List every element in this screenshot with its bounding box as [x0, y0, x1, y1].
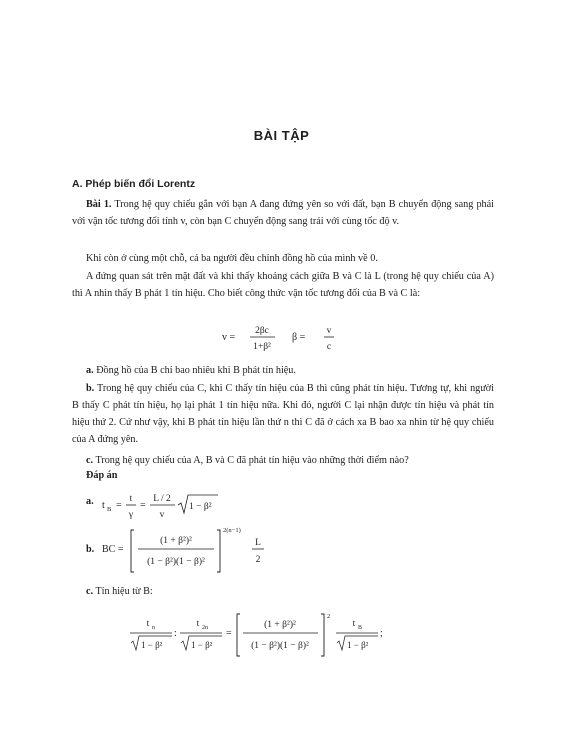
answer-b-bracket-left: [131, 530, 134, 572]
question-c: [72, 452, 494, 469]
answer-b-tail-den: 2: [255, 555, 261, 565]
answer-b-lhs: BC =: [102, 544, 124, 555]
answer-c-f3-num: t: [352, 619, 356, 629]
answer-a-formula: [100, 484, 240, 524]
answer-b-num: (1 + β²)²: [160, 536, 192, 546]
question-a-label: a.: [86, 365, 94, 376]
question-b: [72, 380, 494, 448]
problem-paragraph-2: Khi còn ở cùng một chỗ, cả ba người đều chỉnh đồng hồ của mình về 0.: [86, 253, 378, 264]
answer-b-formula: [100, 520, 280, 578]
answer-c-power: 2: [327, 613, 331, 620]
answer-c-eq: =: [226, 628, 232, 639]
answer-c-label: c.: [86, 586, 94, 597]
answers-title: Đáp án: [86, 470, 118, 481]
answer-c-f1-sub: n: [152, 625, 155, 631]
answer-a-frac1-num: t: [129, 494, 133, 504]
answer-c-bracket-right: [321, 614, 324, 656]
answer-c-f1-num: t: [146, 619, 150, 629]
answer-c-formula: [128, 606, 428, 662]
formula-beta-num: v: [326, 326, 332, 336]
answer-a-eq2: =: [140, 500, 146, 511]
answer-b-bracket-right: [217, 530, 220, 572]
question-c-label: c.: [86, 455, 94, 466]
answer-c-sep: :: [174, 628, 177, 639]
answer-c-f2-sub: 2n: [202, 625, 208, 631]
problem-paragraph-3: A đứng quan sát trên mặt đất và khi thấy khoảng cách giữa B và C là L (trong hệ quy chiếu của A) thì A nhìn thấy B phát 1 tín hiệu. Cho biết công thức vận tốc tương đối của B và C là:: [72, 271, 494, 299]
answer-c-mid-den: (1 − β²)(1 − β)²: [251, 641, 309, 651]
answer-c-f2-num: t: [196, 619, 200, 629]
answer-c-f3-root: 1 − β²: [347, 640, 369, 650]
formula-beta-den: c: [326, 342, 332, 352]
answer-c-end: ;: [380, 628, 383, 639]
answer-a-frac2-num: L / 2: [153, 494, 171, 504]
answer-a-frac1-den: γ: [128, 510, 134, 520]
question-a: [72, 362, 494, 379]
question-c-text: Trong hệ quy chiếu của A, B và C đã phát tín hiệu vào những thời điểm nào?: [93, 455, 409, 466]
formula-velocity: [220, 318, 360, 356]
section-title: A. Phép biến đổi Lorentz: [72, 178, 196, 190]
answer-b-label: b.: [86, 544, 95, 555]
problem-label: Bài 1.: [86, 199, 112, 210]
question-b-text: Trong hệ quy chiếu của C, khi C thấy tín hiệu của B thì cũng phát tín hiệu. Tương tự, khi người B thấy C phát tín hiệu, họ lại phát 1 tín hiệu nữa. Khi đó, người C lại nhận được tín hiệu và phát tín hiệu thứ 2. Cứ như vậy, khi B phát tín hiệu lần thứ n thì C đã ở cách xa B bao xa nhìn từ hệ quy chiếu của A đứng yên.: [72, 383, 494, 445]
answer-a-frac2-den: v: [159, 510, 165, 520]
problem-intro: [72, 196, 494, 230]
page-heading: BÀI TẬP: [253, 128, 310, 143]
problem-intro-text: Trong hệ quy chiếu gắn với bạn A đang đứng yên so với đất, bạn B chuyển động sang phải với vận tốc tương đối tính v, còn bạn C chuyển động sang trái với cùng tốc độ v.: [72, 199, 494, 227]
answer-a-eq1: =: [116, 500, 122, 511]
question-a-text: Đồng hồ của B chỉ bao nhiêu khi B phát tín hiệu.: [93, 365, 296, 376]
answer-a-root: 1 − β²: [189, 502, 212, 512]
answer-c-bracket-left: [237, 614, 240, 656]
answer-c-text: Tín hiệu từ B:: [93, 586, 153, 597]
formula-beta-lhs: β =: [292, 332, 306, 343]
answer-c: [86, 586, 153, 597]
answer-c-f2-root: 1 − β²: [191, 640, 213, 650]
answer-a-t: t: [102, 500, 105, 511]
formula-v-lhs: v =: [222, 332, 236, 343]
answer-b-exponent: 2(n−1): [223, 527, 241, 534]
answer-c-f1-root: 1 − β²: [141, 640, 163, 650]
formula-v-den: 1+β²: [253, 342, 271, 352]
answer-a-t-sub: B: [107, 506, 112, 513]
answer-c-f3-sub: B: [358, 625, 363, 631]
answer-b-tail-num: L: [255, 538, 261, 548]
formula-v-num: 2βc: [255, 326, 269, 336]
answer-a-label: a.: [86, 496, 94, 507]
answer-b-den: (1 − β²)(1 − β)²: [147, 557, 205, 567]
answer-c-mid-num: (1 + β²)²: [264, 620, 296, 630]
question-b-label: b.: [86, 383, 95, 394]
